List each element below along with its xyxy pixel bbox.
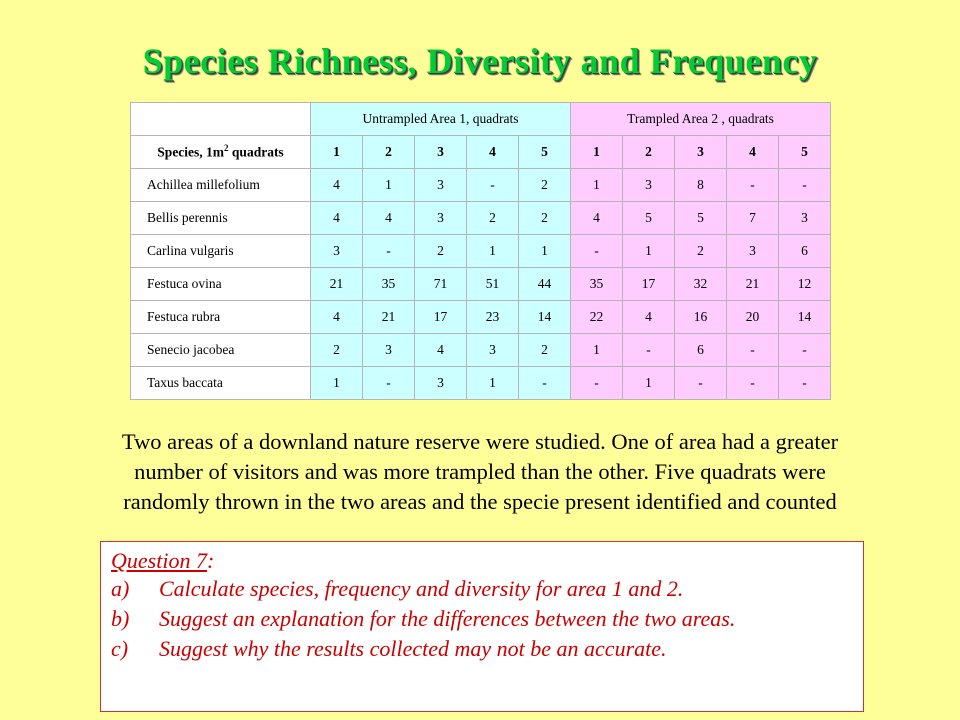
area1-count-cell: 3 [415,202,467,235]
area1-count-cell: 3 [415,367,467,400]
question-box [100,541,864,712]
area2-count-cell: - [727,367,779,400]
area1-count-cell: 1 [311,367,363,400]
species-header-suffix: quadrats [228,144,284,160]
area1-count-cell: 21 [363,301,415,334]
description-line: Two areas of a downland nature reserve were studied. One of area had a greater [121,429,839,454]
area1-count-cell: 35 [363,268,415,301]
area2-count-cell: 7 [727,202,779,235]
area2-quadrat-number: 1 [571,136,623,169]
area1-quadrat-number: 4 [467,136,519,169]
species-column-header [131,136,311,169]
species-name-cell: Festuca rubra [131,301,311,334]
area1-quadrat-number: 5 [519,136,571,169]
question-item-text: Suggest an explanation for the differences between the two areas. [159,606,736,631]
area2-count-cell: 8 [675,169,727,202]
description [40,427,920,517]
area2-count-cell: - [571,235,623,268]
area2-count-cell: - [779,334,831,367]
area2-count-cell: 21 [727,268,779,301]
table-row [131,301,831,334]
area2-count-cell: 32 [675,268,727,301]
area1-count-cell: 2 [311,334,363,367]
area2-quadrat-number: 2 [623,136,675,169]
area2-count-cell: 5 [675,202,727,235]
area1-header: Untrampled Area 1, quadrats [311,103,571,136]
area1-count-cell: 3 [467,334,519,367]
area1-count-cell: 4 [311,301,363,334]
area1-count-cell: 1 [363,169,415,202]
table-row [131,169,831,202]
area2-count-cell: 22 [571,301,623,334]
area2-count-cell: - [727,334,779,367]
area1-count-cell: 2 [415,235,467,268]
question-item-text: Calculate species, frequency and diversity for area 1 and 2. [159,576,684,601]
description-line: number of visitors and was more trampled than the other. Five quadrats were [134,459,826,484]
species-name-cell: Senecio jacobea [131,334,311,367]
species-header-prefix: Species, 1m [157,144,225,160]
area1-count-cell: - [519,367,571,400]
question-item-a [111,574,853,604]
area2-count-cell: - [675,367,727,400]
question-title [111,548,853,574]
question-item-b [111,604,853,634]
area2-count-cell: 35 [571,268,623,301]
area2-count-cell: 4 [623,301,675,334]
area2-count-cell: 2 [675,235,727,268]
area2-count-cell: 1 [571,169,623,202]
area1-count-cell: 1 [467,367,519,400]
area1-quadrat-number: 3 [415,136,467,169]
question-item-c [111,634,853,664]
area1-count-cell: 44 [519,268,571,301]
species-header-sup: 2 [224,143,229,154]
area2-count-cell: 1 [571,334,623,367]
table-header-row-quadrats [131,136,831,169]
area2-count-cell: 14 [779,301,831,334]
area2-count-cell: 3 [727,235,779,268]
area2-count-cell: 16 [675,301,727,334]
question-item-letter: a) [111,576,130,601]
species-name-cell: Taxus baccata [131,367,311,400]
area1-count-cell: 4 [311,169,363,202]
area2-count-cell: 6 [779,235,831,268]
species-name-cell: Achillea millefolium [131,169,311,202]
species-name-cell: Carlina vulgaris [131,235,311,268]
area1-count-cell: - [363,235,415,268]
area1-count-cell: 2 [519,334,571,367]
area2-count-cell: 1 [623,367,675,400]
area1-count-cell: 21 [311,268,363,301]
area2-count-cell: 3 [623,169,675,202]
area2-count-cell: 20 [727,301,779,334]
table-row [131,268,831,301]
species-table [130,102,831,400]
question-item-text: Suggest why the results collected may not be an accurate. [159,636,667,661]
area1-count-cell: 4 [363,202,415,235]
area2-count-cell: 17 [623,268,675,301]
table-row [131,334,831,367]
area2-count-cell: 1 [623,235,675,268]
area1-count-cell: 2 [519,202,571,235]
area2-count-cell: - [779,169,831,202]
page-title: Species Richness, Diversity and Frequency [142,41,818,81]
area1-count-cell: 4 [311,202,363,235]
area1-count-cell: 51 [467,268,519,301]
area1-count-cell: 2 [467,202,519,235]
species-name-cell: Bellis perennis [131,202,311,235]
area1-count-cell: 17 [415,301,467,334]
area2-count-cell: - [727,169,779,202]
question-item-letter: c) [111,636,129,661]
description-line: randomly thrown in the two areas and the specie present identified and counted [123,489,837,514]
area1-quadrat-number: 1 [311,136,363,169]
area1-count-cell: - [467,169,519,202]
area1-count-cell: 1 [519,235,571,268]
table-row [131,202,831,235]
area2-count-cell: 5 [623,202,675,235]
area1-count-cell: 71 [415,268,467,301]
area1-quadrat-number: 2 [363,136,415,169]
area1-count-cell: 1 [467,235,519,268]
area2-count-cell: 3 [779,202,831,235]
area1-count-cell: 2 [519,169,571,202]
area2-header: Trampled Area 2 , quadrats [571,103,831,136]
area2-count-cell: - [623,334,675,367]
area1-count-cell: - [363,367,415,400]
area1-count-cell: 3 [363,334,415,367]
area1-count-cell: 4 [415,334,467,367]
question-colon: : [206,548,215,573]
table-row [131,235,831,268]
area2-count-cell: 4 [571,202,623,235]
area1-count-cell: 23 [467,301,519,334]
area2-count-cell: - [571,367,623,400]
area1-count-cell: 14 [519,301,571,334]
table-row [131,367,831,400]
table-header-row-areas [131,103,831,136]
area2-count-cell: 6 [675,334,727,367]
area2-quadrat-number: 5 [779,136,831,169]
area1-count-cell: 3 [311,235,363,268]
area2-count-cell: - [779,367,831,400]
area2-quadrat-number: 4 [727,136,779,169]
area2-count-cell: 12 [779,268,831,301]
question-item-letter: b) [111,606,130,631]
question-label: Question 7 [111,548,207,573]
area2-quadrat-number: 3 [675,136,727,169]
header-blank-cell [131,103,311,136]
species-name-cell: Festuca ovina [131,268,311,301]
area1-count-cell: 3 [415,169,467,202]
